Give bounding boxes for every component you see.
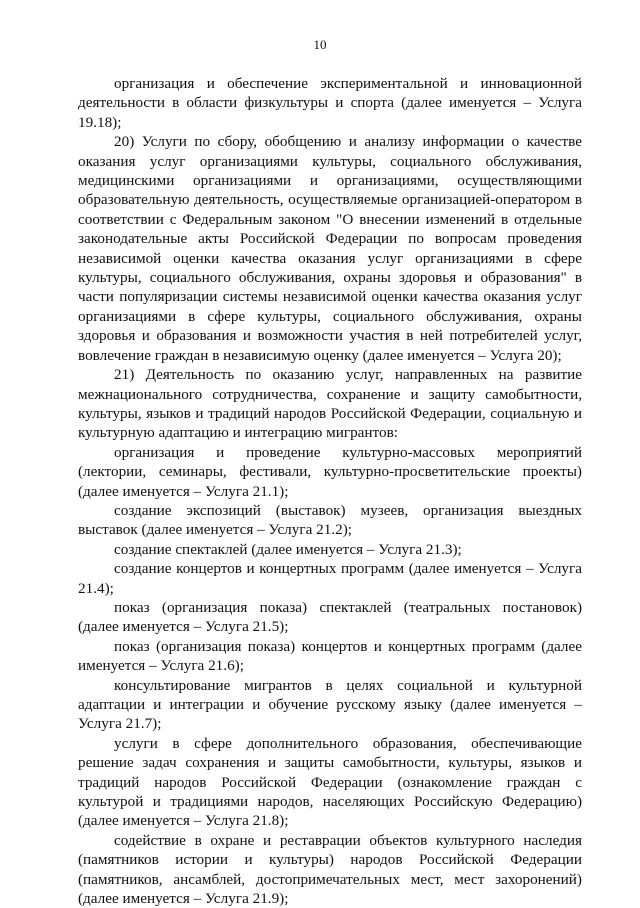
paragraph-service-21-7: консультирование мигрантов в целях социальной и культурной адаптации и интеграции и обучение русскому языку (далее именуется – Услуга 21.7); [78,676,582,733]
paragraph-service-21-2: создание экспозиций (выставок) музеев, организация выездных выставок (далее именуется – Услуга 21.2); [78,501,582,539]
paragraph-service-21-5: показ (организация показа) спектаклей (театральных постановок) (далее именуется – Услуга 21.5); [78,598,582,636]
paragraph-service-21-3: создание спектаклей (далее именуется – Услуга 21.3); [114,540,462,558]
paragraph-service-19-18: организация и обеспечение экспериментальной и инновационной деятельности в области физкультуры и спорта (далее именуется – Услуга 19.18); [78,75,582,131]
page-number: 10 [313,37,327,52]
paragraph-service-21-8: услуги в сфере дополнительного образования, обеспечивающие решение задач сохранения и защиты самобытности, культуры, языков и традиций народов Российской Федерации (ознакомление граждан с культурой и традициями народов, населяющих Российскую Федерацию) (далее именуется – Услуга 21.8); [78,734,582,830]
paragraph-service-20: 20) Услуги по сбору, обобщению и анализу информации о качестве оказания услуг организациями культуры, социального обслуживания, медицинскими организациями и организациями, осуществляющими образовательную деятельность, осуществляемые организацией-оператором в соответствии с Федеральным законом "О внесении изменений в отдельные законодательные акты Российской Федерации по вопросам проведения независимой оценки качества оказания услуг организациями в сфере культуры, социального обслуживания, охраны здоровья и образования" в части популяризации системы независимой оценки качества оказания услуг организациями в сфере культуры, социального обслуживания, охраны здоровья и образования и возможности участия в ней потребителей услуг, вовлечение граждан в независимую оценку (далее именуется – Услуга 20); [78,133,582,364]
paragraph-service-21-9: содействие в охране и реставрации объектов культурного наследия (памятников истории и культуры) народов Российской Федерации (памятников, ансамблей, достопримечательных мест, мест захоронений) (далее именуется – Услуга 21.9); [78,831,582,908]
paragraph-service-21: 21) Деятельность по оказанию услуг, направленных на развитие межнационального сотрудничества, сохранение и защиту самобытности, культуры, языков и традиций народов Российской Федерации, социальную и культурную адаптацию и интеграцию мигрантов: [78,366,582,442]
document-body [78,74,582,908]
paragraph-service-21-4: создание концертов и концертных программ (далее именуется – Услуга 21.4); [78,560,582,597]
paragraph-service-21-1: организация и проведение культурно-массовых мероприятий (лектории, семинары, фестивали, культурно-просветительские проекты) (далее именуется – Услуга 21.1); [78,443,582,500]
paragraph-service-21-6: показ (организация показа) концертов и концертных программ (далее именуется – Услуга 21.6); [78,637,582,675]
